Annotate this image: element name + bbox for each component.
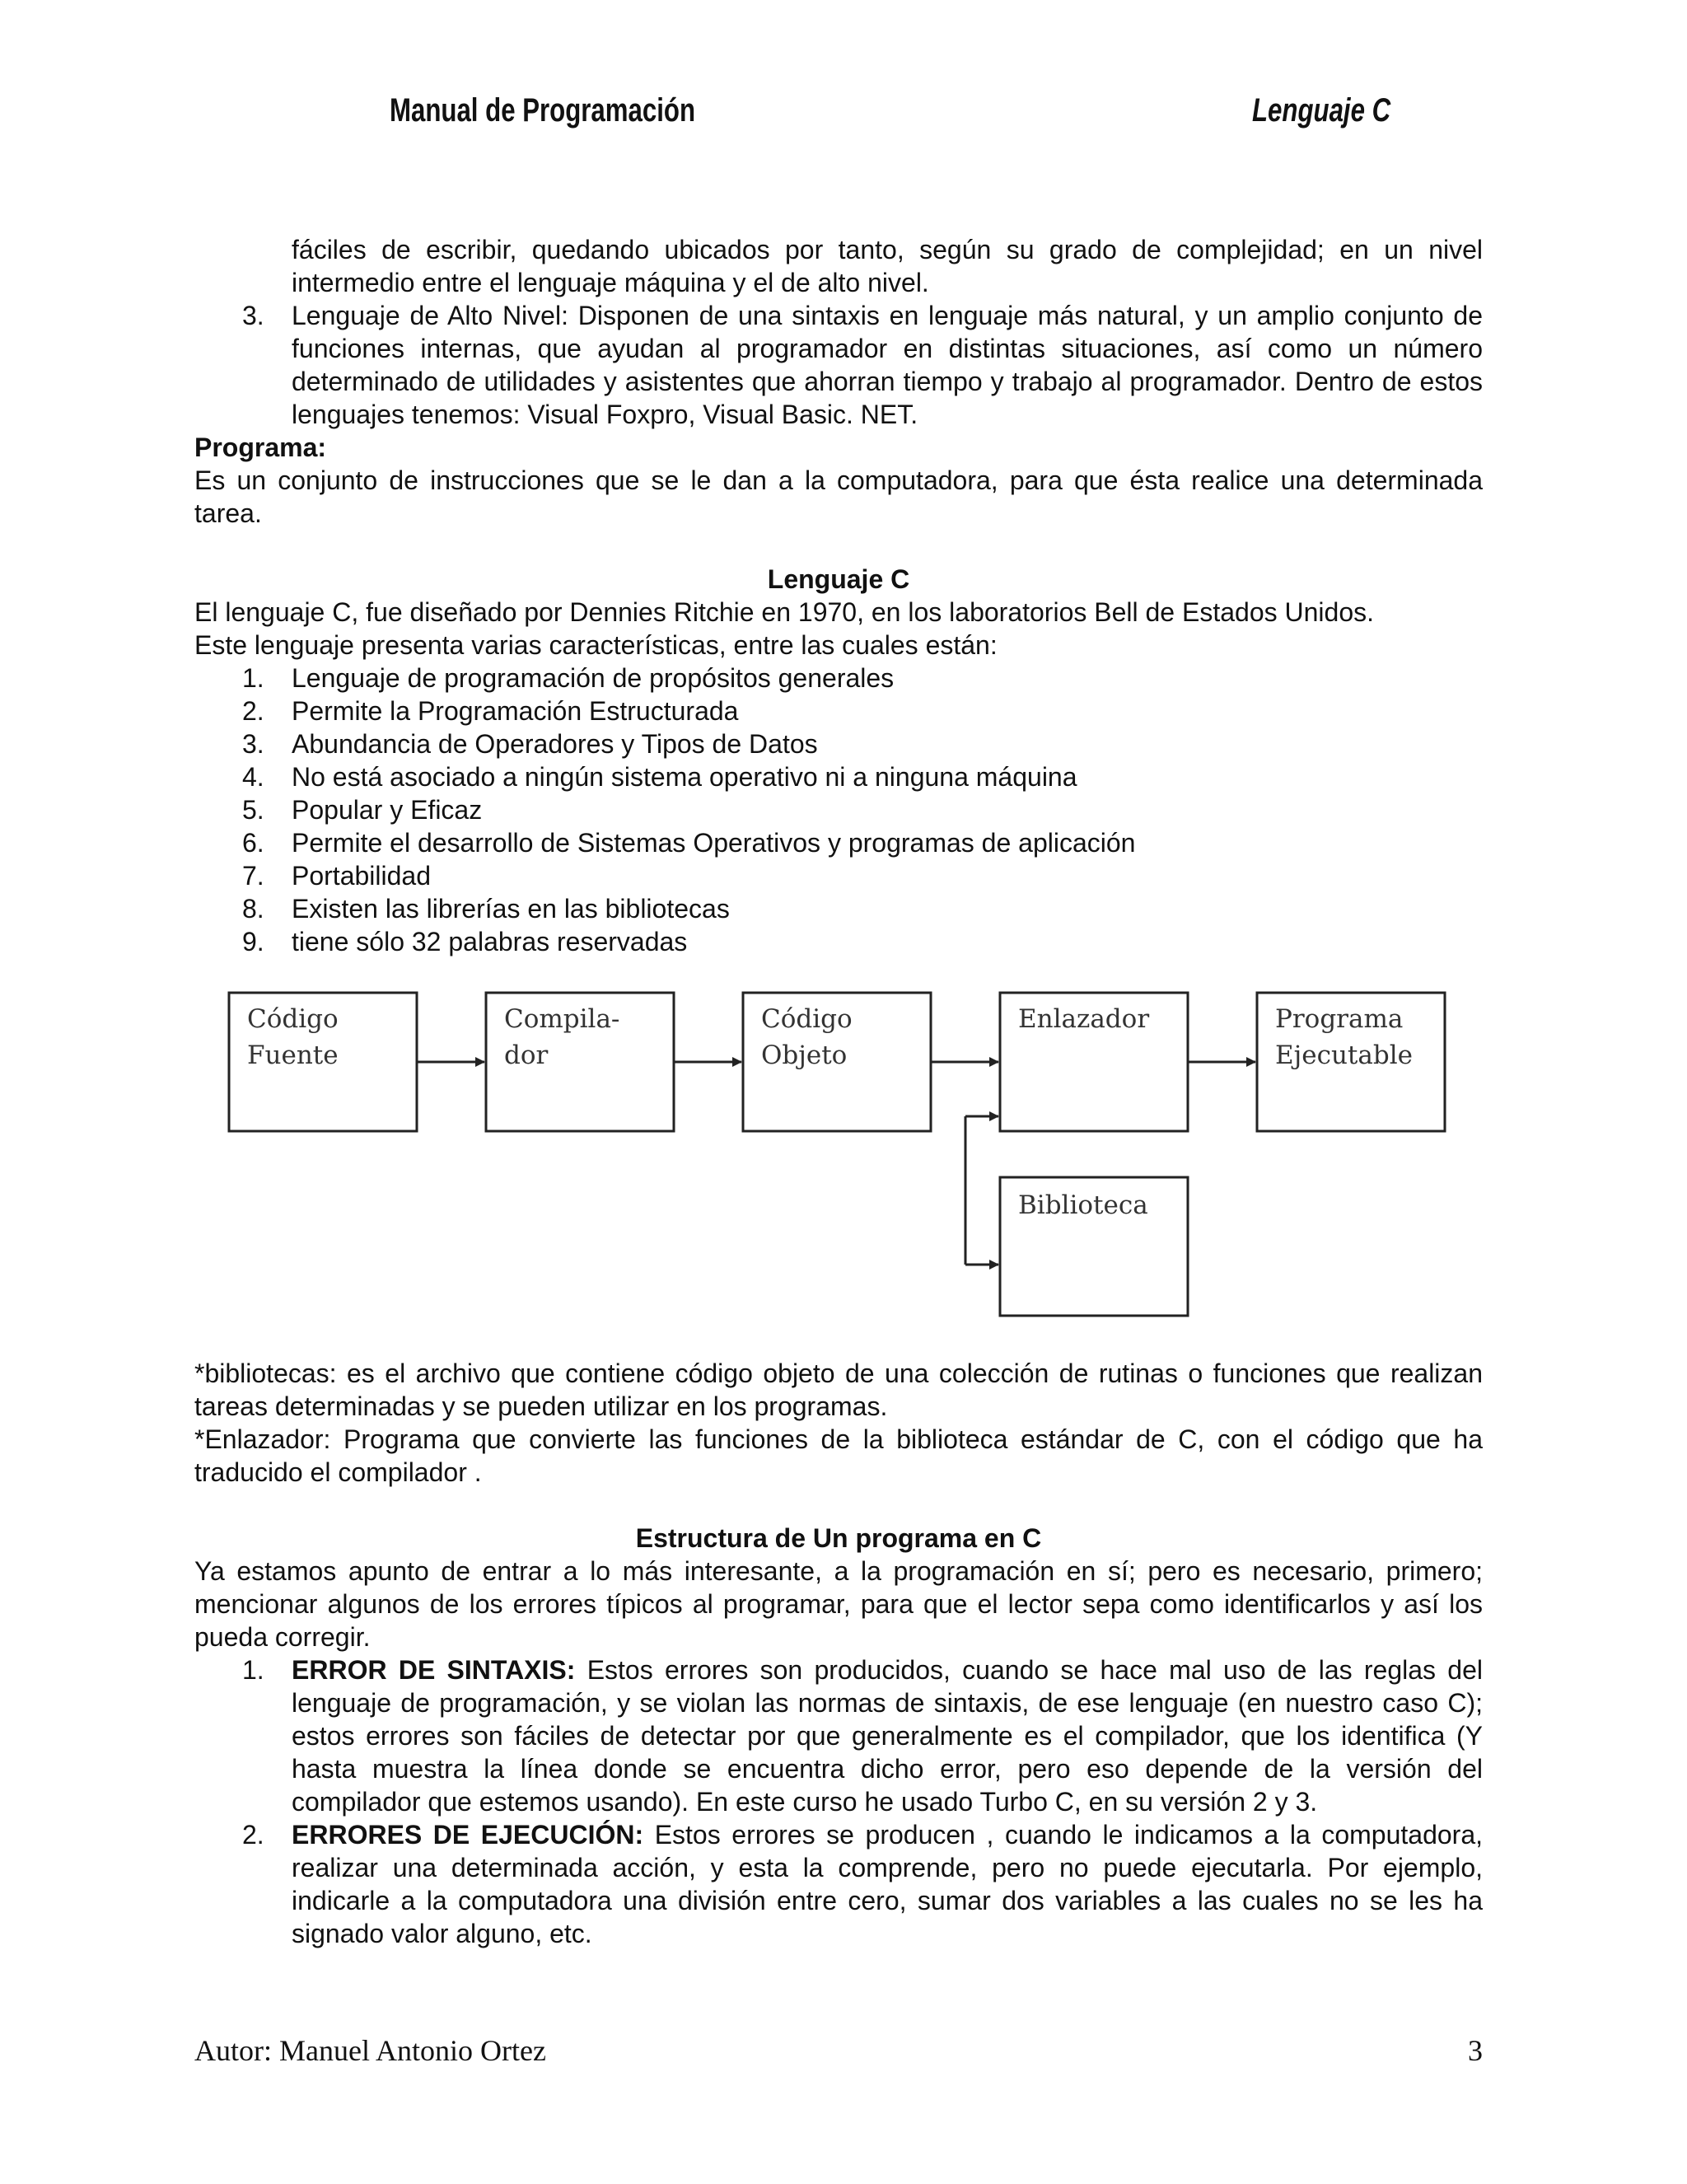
label-enlazador: Enlazador [1018, 1004, 1150, 1034]
list-number: 3. [242, 729, 264, 759]
list-number: 7. [242, 861, 264, 891]
header-language-title: Lenguaje C [1252, 92, 1391, 129]
list-item [194, 662, 1483, 694]
list-text: Permite el desarrollo de Sistemas Operativos y programas de aplicación [292, 828, 1136, 858]
lenguaje-c-history: El lenguaje C, fue diseñado por Dennies Ritchie en 1970, en los laboratorios Bell de Estados Unidos. [194, 597, 1374, 627]
list-text: Estos errores son producidos, cuando se hace mal uso de las reglas del lenguaje de programación, y se violan las normas de sintaxis, de ese lenguaje (en nuestro caso C); estos errores son fáciles de detectar por que generalmente es el compilador, que los identifica (Y hasta muestra la línea donde se encuentra dicho error, pero eso depende de la versión del compilador que estemos usando). En este curso he usado Turbo C, en su versión 2 y 3. [292, 1655, 1484, 1817]
list-item [194, 299, 1483, 431]
list-text: Portabilidad [292, 861, 431, 891]
page-header [0, 92, 1687, 142]
note-enlazador: *Enlazador: Programa que convierte las funciones de la biblioteca estándar de C, con el código que ha traducido el compilador . [194, 1424, 1483, 1487]
list-number: 1. [242, 1655, 264, 1685]
list-item [194, 859, 1483, 892]
error-type-label: ERRORES DE EJECUCIÓN: [292, 1820, 644, 1850]
list-number: 5. [242, 795, 264, 825]
list-number: 9. [242, 927, 264, 956]
list-item [194, 925, 1483, 958]
characteristics-list [194, 662, 1483, 958]
lenguaje-c-heading: Lenguaje C [767, 564, 910, 594]
estructura-heading: Estructura de Un programa en C [635, 1523, 1042, 1553]
list-text: Popular y Eficaz [292, 795, 483, 825]
list-number: 2. [242, 1820, 264, 1850]
list-text: Permite la Programación Estructurada [292, 696, 739, 726]
list-item [194, 727, 1483, 760]
note-bibliotecas: *bibliotecas: es el archivo que contiene código objeto de una colección de rutinas o funciones que realizan tareas determinadas y se pueden utilizar en los programas. [194, 1359, 1483, 1421]
list-item [194, 760, 1483, 793]
page-footer [194, 2033, 1483, 2074]
label-programa-ejecutable: Programa Ejecutable [1275, 1004, 1413, 1070]
page-content [194, 233, 1483, 1950]
list-item [194, 826, 1483, 859]
list-number: 8. [242, 894, 264, 924]
list-number: 6. [242, 828, 264, 858]
list-text: Abundancia de Operadores y Tipos de Datos [292, 729, 818, 759]
list-number: 2. [242, 696, 264, 726]
list-text: Estos errores se producen , cuando le indicamos a la computadora, realizar una determinada acción, y esta la comprende, pero no puede ejecutarla. Por ejemplo, indicarle a la computadora una división entre cero, sumar dos variables a las cuales no se les ha signado valor alguno, etc. [292, 1820, 1484, 1948]
list-text: Lenguaje de programación de propósitos generales [292, 663, 895, 693]
list-text: Existen las librerías en las bibliotecas [292, 894, 730, 924]
list-text: tiene sólo 32 palabras reservadas [292, 927, 688, 956]
list-number: 1. [242, 663, 264, 693]
list-number: 3. [242, 301, 264, 330]
list-item [194, 892, 1483, 925]
list-text: Lenguaje de Alto Nivel: Disponen de una sintaxis en lenguaje más natural, y un amplio conjunto de funciones internas, que ayudan al programador en distintas situaciones, así como un número determinado de utilidades y asistentes que ahorran tiempo y trabajo al programador. Dentro de estos lenguajes tenemos: Visual Foxpro, Visual Basic. NET. [292, 301, 1483, 429]
list-text: No está asociado a ningún sistema operativo ni a ninguna máquina [292, 762, 1077, 792]
intro-continuation: fáciles de escribir, quedando ubicados por tanto, según su grado de complejidad; en un nivel intermedio entre el lenguaje máquina y el de alto nivel. [292, 235, 1483, 297]
programa-heading: Programa: [194, 433, 327, 462]
estructura-intro: Ya estamos apunto de entrar a lo más interesante, a la programación en sí; pero es necesario, primero; mencionar algunos de los errores típicos al programar, para que el lector sepa como identificarlos y así los pueda corregir. [194, 1556, 1483, 1652]
list-item [194, 1818, 1483, 1950]
list-item [194, 694, 1483, 727]
list-number: 4. [242, 762, 264, 792]
label-biblioteca: Biblioteca [1018, 1190, 1148, 1220]
compilation-flow-diagram [221, 984, 1456, 1331]
label-compilador: Compila- dor [504, 1004, 620, 1070]
list-item [194, 1653, 1483, 1818]
page-number: 3 [1468, 2034, 1483, 2067]
lenguaje-c-intro: Este lenguaje presenta varias características, entre las cuales están: [194, 630, 998, 660]
programa-definition: Es un conjunto de instrucciones que se le dan a la computadora, para que ésta realice una determinada tarea. [194, 465, 1483, 528]
header-manual-title: Manual de Programación [390, 92, 696, 129]
label-codigo-fuente: Código Fuente [247, 1004, 339, 1070]
label-codigo-objeto: Código Objeto [761, 1004, 853, 1070]
footer-author: Autor: Manuel Antonio Ortez [194, 2034, 546, 2067]
error-type-label: ERROR DE SINTAXIS: [292, 1655, 576, 1685]
list-item [194, 793, 1483, 826]
